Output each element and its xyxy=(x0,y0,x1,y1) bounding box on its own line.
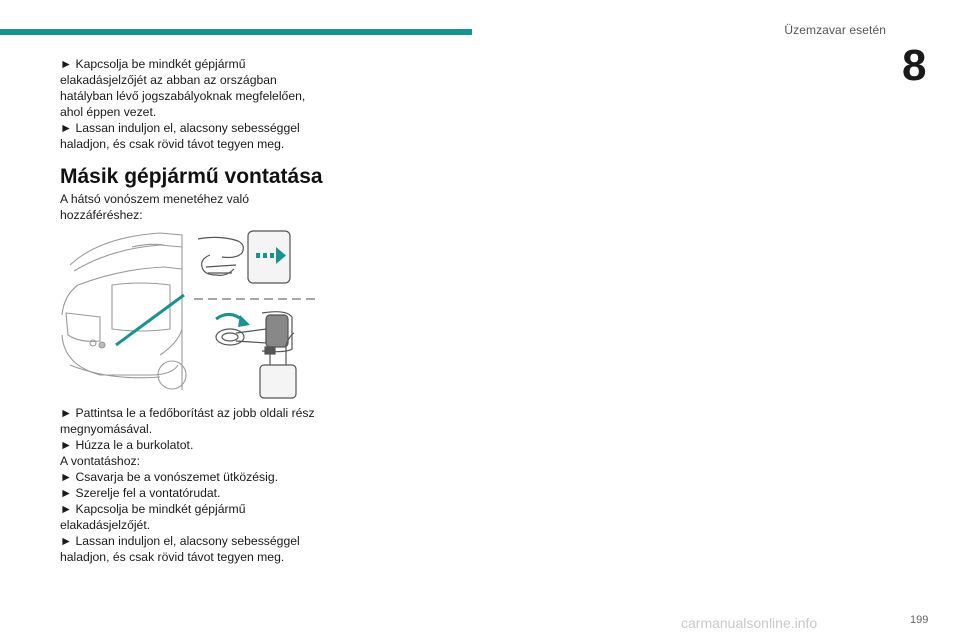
car-rear-sketch xyxy=(62,233,186,390)
text-line: A hátsó vonószem menetéhez való xyxy=(60,192,250,206)
text-line: ► Szerelje fel a vontatórudat. xyxy=(60,486,221,500)
text-line: haladjon, és csak rövid távot tegyen meg. xyxy=(60,550,285,564)
text-line: ► Lassan induljon el, alacsony sebességgel xyxy=(60,534,300,548)
rotate-arrowhead xyxy=(238,315,250,327)
text-line: ► Kapcsolja be mindkét gépjármű xyxy=(60,502,246,516)
towing-eye-sketch xyxy=(216,312,296,398)
header-accent-bar xyxy=(0,29,472,35)
text-line: ► Kapcsolja be mindkét gépjármű xyxy=(60,57,246,71)
towing-eye-illustration xyxy=(60,225,322,400)
text-line: hozzáféréshez: xyxy=(60,208,143,222)
text-line: megnyomásával. xyxy=(60,422,153,436)
chapter-number: 8 xyxy=(902,41,927,90)
text-line: elakadásjelzőjét az abban az országban xyxy=(60,73,277,87)
instructions-block-2 xyxy=(60,405,330,565)
instructions-block-1 xyxy=(60,56,330,152)
text-line: elakadásjelzőjét. xyxy=(60,518,151,532)
text-line: ► Húzza le a burkolatot. xyxy=(60,438,194,452)
text-line: A vontatáshoz: xyxy=(60,454,140,468)
watermark: carmanualsonline.info xyxy=(681,615,818,631)
text-line: haladjon, és csak rövid távot tegyen meg. xyxy=(60,137,285,151)
text-line: ► Csavarja be a vonószemet ütközésig. xyxy=(60,470,279,484)
pointer-line xyxy=(116,295,184,345)
intro-text xyxy=(60,191,330,223)
page-number: 199 xyxy=(910,614,929,626)
text-line: ahol éppen vezet. xyxy=(60,105,157,119)
text-line: hatályban lévő jogszabályoknak megfelelően, xyxy=(60,89,306,103)
text-line: ► Lassan induljon el, alacsony sebességgel xyxy=(60,121,300,135)
section-heading: Másik gépjármű vontatása xyxy=(60,165,323,188)
text-line: ► Pattintsa le a fedőborítást az jobb oldali rész xyxy=(60,406,315,420)
chapter-title: Üzemzavar esetén xyxy=(784,23,886,37)
